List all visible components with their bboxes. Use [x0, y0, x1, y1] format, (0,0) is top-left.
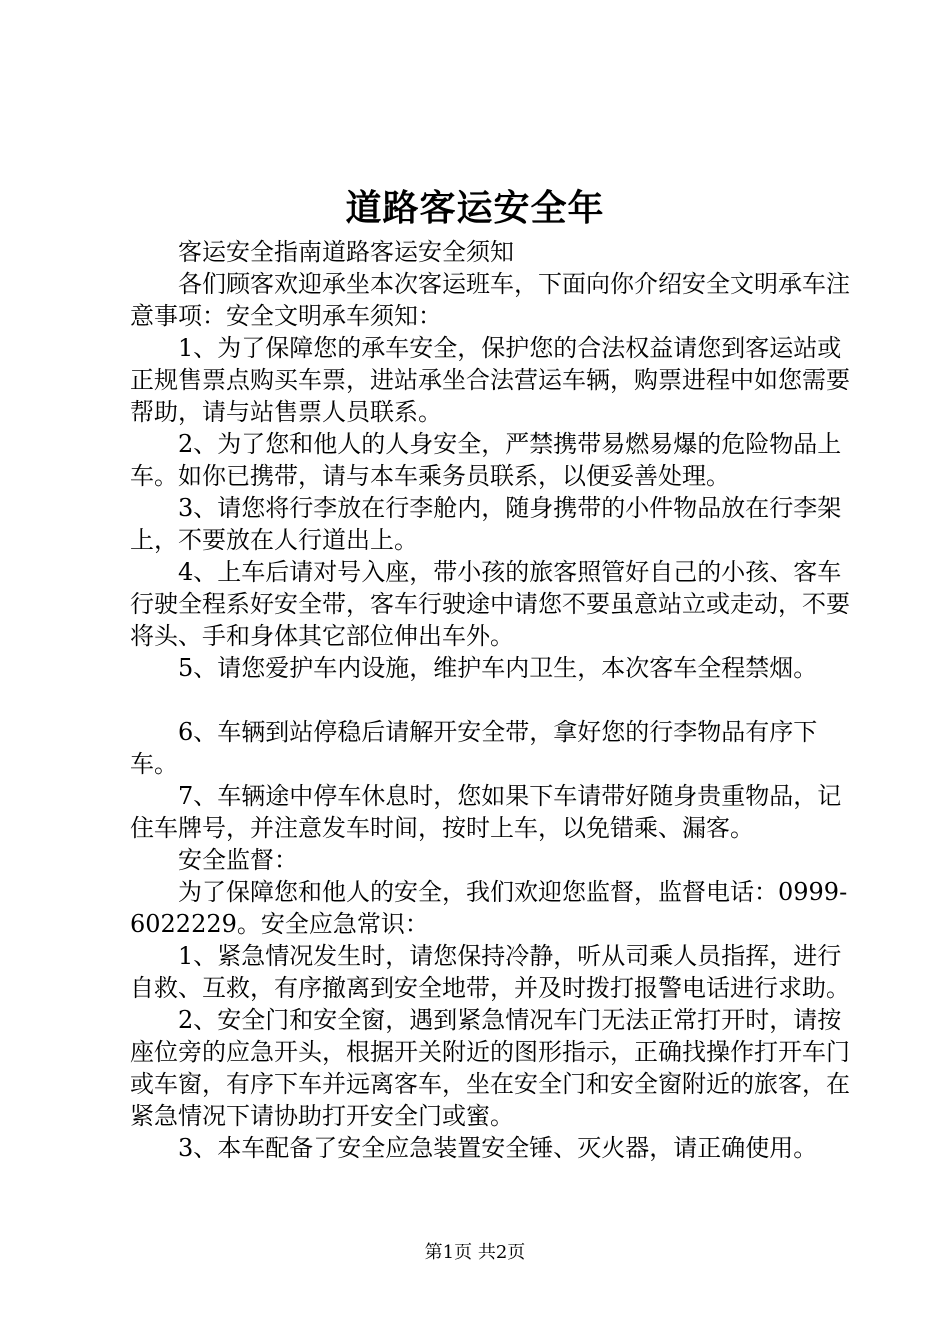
paragraph-rule-1: 1、为了保障您的承车安全，保护您的合法权益请您到客运站或正规售票点购买车票，进站承坐合法营运车辆，购票进程中如您需要帮助，请与站售票人员联系。	[130, 334, 850, 426]
paragraph-rule-4: 4、上车后请对号入座，带小孩的旅客照管好自己的小孩、客车行驶全程系好安全带，客车行驶途中请您不要虽意站立或走动，不要将头、手和身体其它部位伸出车外。	[130, 558, 850, 650]
paragraph-emergency-3: 3、本车配备了安全应急装置安全锤、灭火器，请正确使用。	[178, 1134, 818, 1162]
paragraph-subtitle: 客运安全指南道路客运安全须知	[178, 238, 514, 266]
paragraph-emergency-2: 2、安全门和安全窗，遇到紧急情况车门无法正常打开时，请按座位旁的应急开头，根据开关附近的图形指示，正确找操作打开车门或车窗，有序下车并远离客车，坐在安全门和安全窗附近的旅客，在紧急情况下请协助打开安全门或蜜。	[130, 1006, 850, 1130]
paragraph-intro: 各们顾客欢迎承坐本次客运班车，下面向你介绍安全文明承车注意事项：安全文明承车须知：	[130, 270, 850, 330]
paragraph-supervision: 为了保障您和他人的安全，我们欢迎您监督，监督电话：0999-6022229。安全应急常识：	[130, 878, 848, 938]
page-indicator: 第1页 共2页	[424, 1242, 526, 1263]
paragraph-supervision-heading: 安全监督：	[178, 846, 298, 874]
paragraph-rule-7: 7、车辆途中停车休息时，您如果下车请带好随身贵重物品，记住车牌号，并注意发车时间，按时上车，以免错乘、漏客。	[130, 782, 842, 842]
document-title: 道路客运安全年	[345, 187, 605, 229]
paragraph-emergency-1: 1、紧急情况发生时，请您保持冷静，听从司乘人员指挥，进行自救、互救，有序撤离到安全地带，并及时拨打报警电话进行求助。	[130, 942, 850, 1002]
paragraph-rule-2: 2、为了您和他人的人身安全，严禁携带易燃易爆的危险物品上车。如你已携带，请与本车乘务员联系，以便妥善处理。	[130, 430, 842, 490]
paragraph-rule-5: 5、请您爱护车内设施，维护车内卫生，本次客车全程禁烟。	[178, 654, 818, 682]
paragraph-rule-6: 6、车辆到站停稳后请解开安全带，拿好您的行李物品有序下车。	[130, 718, 818, 778]
document-body	[130, 236, 860, 1164]
paragraph-rule-3: 3、请您将行李放在行李舱内，随身携带的小件物品放在行李架上，不要放在人行道出上。	[130, 494, 842, 554]
